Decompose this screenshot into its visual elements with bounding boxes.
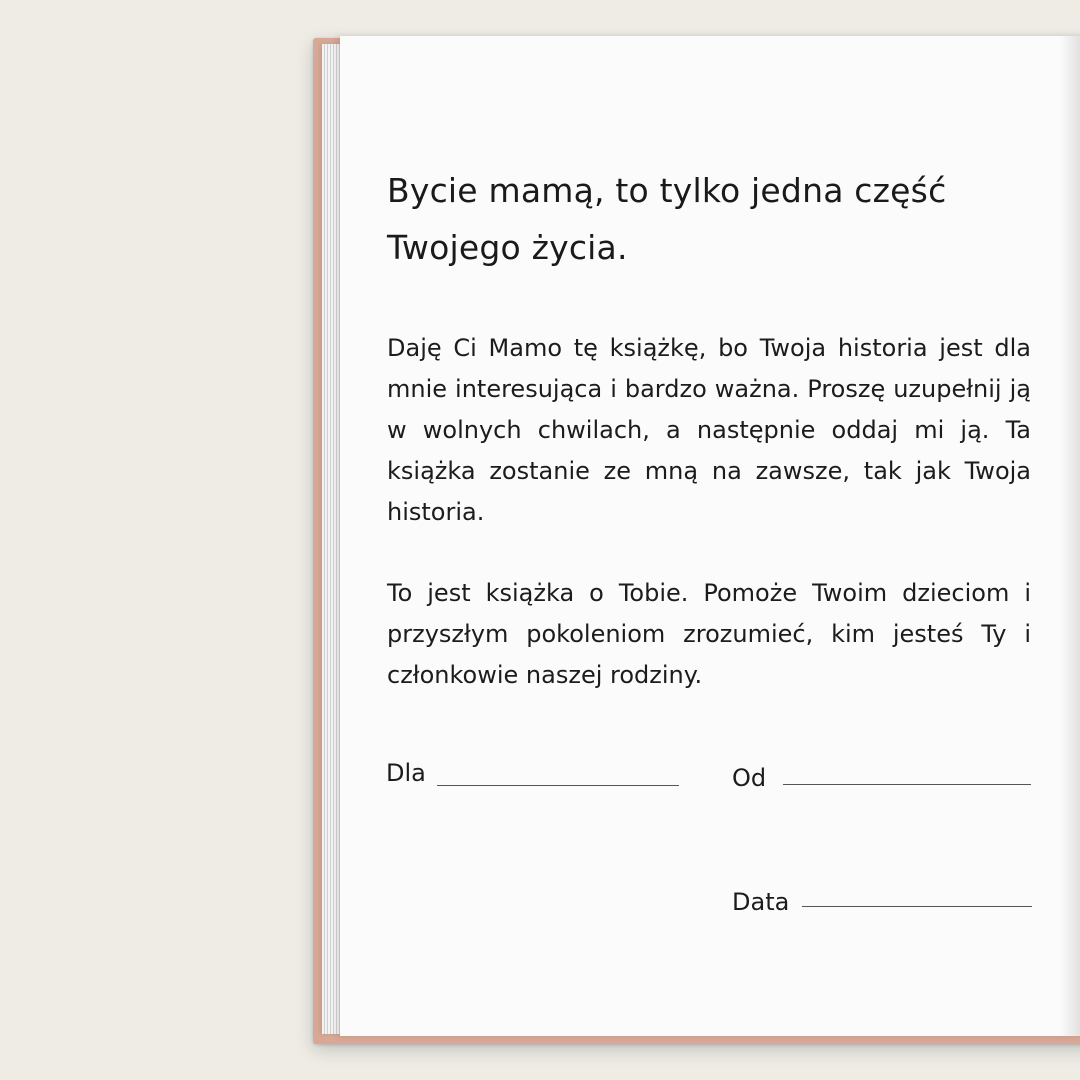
for-label: Dla xyxy=(386,759,426,787)
dedication-paragraph: Daję Ci Mamo tę książkę, bo Twoja historia jest dla mnie interesująca i bardzo ważna. Proszę uzupełnij ją w wolnych chwilach, a następnie oddaj mi ją. Ta książka zostanie ze mną na zawsze, tak jak Twoja historia. xyxy=(387,334,1031,526)
from-line xyxy=(783,784,1031,785)
from-label: Od xyxy=(732,764,767,792)
page-heading: Bycie mamą, to tylko jedna część Twojego życia. xyxy=(387,171,947,267)
about-paragraph: To jest książka o Tobie. Pomoże Twoim dzieciom i przyszłym pokoleniom zrozumieć, kim jesteś Ty i członkowie naszej rodziny. xyxy=(387,579,1031,689)
date-line xyxy=(802,906,1032,907)
for-line xyxy=(437,785,679,786)
spine-shadow xyxy=(1060,36,1080,1036)
date-label: Data xyxy=(732,888,790,916)
